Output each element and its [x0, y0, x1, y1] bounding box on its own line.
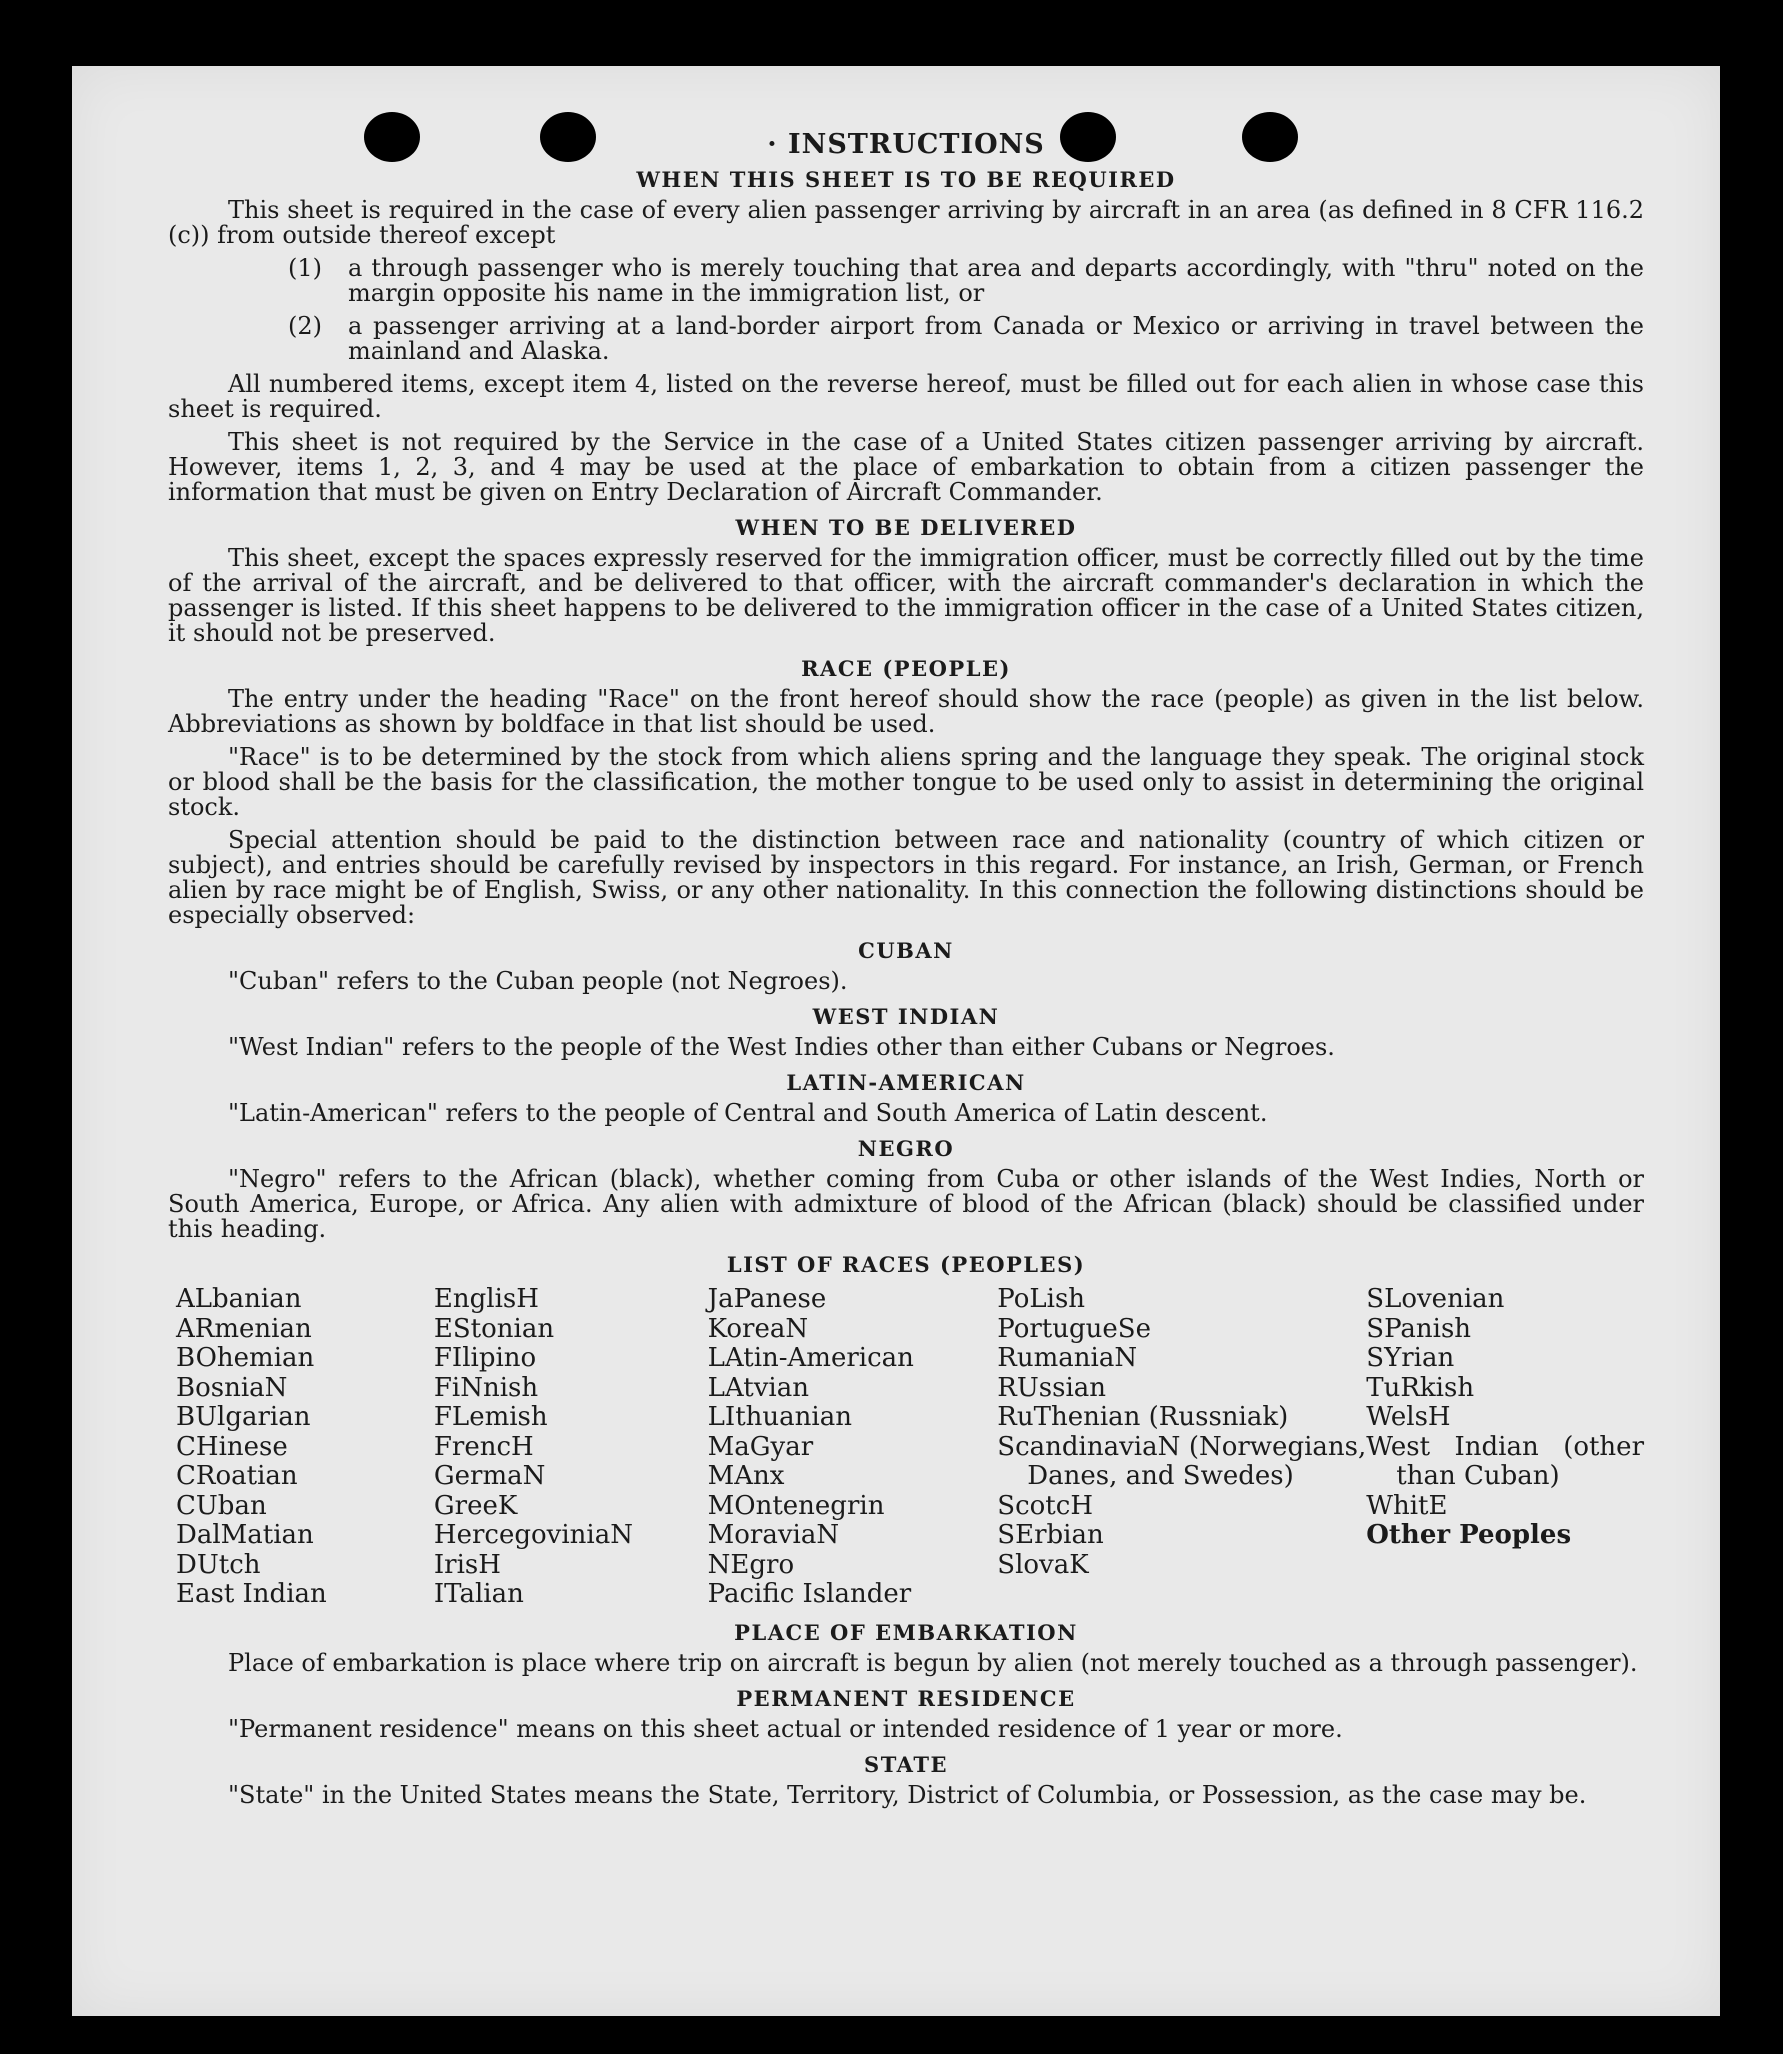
race-item: ALbanian — [176, 1284, 302, 1314]
paragraph: "Negro" refers to the African (black), whether coming from Cuba or other islands of the West Indies, North or South America, Europe, or Africa. Any alien with admixture of blood of the African (black) should be classified under this heading. — [168, 1165, 1644, 1243]
race-item: ScotcH — [997, 1490, 1093, 1521]
race-item: ITalian — [433, 1579, 524, 1609]
item-number: (2) — [288, 312, 322, 340]
race-item: CUban — [176, 1490, 267, 1521]
race-item: Pacific Islander — [707, 1579, 912, 1609]
race-item: FrencH — [433, 1431, 534, 1462]
race-item: MAnx — [707, 1461, 785, 1491]
race-column — [1366, 1285, 1644, 1610]
race-item: East Indian — [176, 1579, 327, 1609]
race-item: BOhemian — [176, 1343, 315, 1373]
section-heading: PERMANENT RESIDENCE — [736, 1685, 1076, 1711]
race-item: BUlgarian — [176, 1402, 311, 1432]
paragraph: This sheet is not required by the Service in the case of a United States citizen passenger arriving by aircraft. However, items 1, 2, 3, and 4 may be used at the place of embarkation to obtain from a citizen passenger the information that must be given on Entry Declaration of Aircraft Commander. — [168, 428, 1644, 506]
section-heading: LIST OF RACES (PEOPLES) — [726, 1252, 1086, 1277]
item-text: a passenger arriving at a land-border airport from Canada or Mexico or arriving in travel between the mainland and Alaska. — [348, 312, 1644, 365]
paragraph: "State" in the United States means the State, Territory, District of Columbia, or Possession, as the case may be. — [228, 1780, 1587, 1809]
race-item: PoLish — [997, 1284, 1086, 1314]
item-number: (1) — [288, 254, 322, 282]
race-item: SlovaK — [997, 1549, 1089, 1580]
section-heading: WHEN THIS SHEET IS TO BE REQUIRED — [636, 167, 1176, 192]
race-column — [434, 1285, 708, 1610]
race-item: MaGyar — [707, 1431, 814, 1462]
section-heading: NEGRO — [857, 1136, 955, 1161]
race-item: HercegoviniaN — [433, 1520, 633, 1550]
race-item: KoreaN — [707, 1313, 809, 1344]
race-item: West Indian (other than Cuban) — [1366, 1431, 1644, 1491]
paragraph: Special attention should be paid to the distinction between race and nationality (country of which citizen or subject), and entries should be carefully revised by inspectors in this regard. For instance, an Irish, German, or French alien by race might be of English, Swiss, or any other nationality. In this connection the following distinctions should be especially observed: — [168, 826, 1644, 929]
paragraph: "Race" is to be determined by the stock from which aliens spring and the language they speak. The original stock or blood shall be the basis for the classification, the mother tongue to be used only to assist in determining the original stock. — [168, 743, 1644, 821]
paragraph: "West Indian" refers to the people of the West Indies other than either Cubans or Negroes. — [228, 1033, 1335, 1061]
race-item: JaPanese — [707, 1284, 827, 1314]
race-item: CRoatian — [176, 1461, 298, 1491]
race-column — [708, 1285, 998, 1610]
paragraph: All numbered items, except item 4, listed on the reverse hereof, must be filled out for each alien in whose case this sheet is required. — [168, 370, 1644, 423]
section-heading: PLACE OF EMBARKATION — [734, 1619, 1078, 1645]
section-heading: WHEN TO BE DELIVERED — [735, 515, 1077, 540]
section-heading: STATE — [864, 1751, 948, 1777]
paragraph: "Permanent residence" means on this sheet actual or intended residence of 1 year or more. — [228, 1714, 1343, 1743]
race-item: GreeK — [433, 1490, 518, 1521]
paragraph: The entry under the heading "Race" on the front hereof should show the race (people) as given in the list below. Abbreviations as shown by boldface in that list should be used. — [168, 685, 1644, 738]
race-item: CHinese — [176, 1431, 288, 1462]
race-item: WhitE — [1366, 1490, 1448, 1521]
race-item: FLemish — [433, 1402, 548, 1432]
section-heading: RACE (PEOPLE) — [801, 656, 1011, 681]
instructions-text — [168, 129, 1644, 1816]
race-item: PortugueSe — [997, 1313, 1151, 1344]
paragraph: Place of embarkation is place where trip on aircraft is begun by alien (not merely touched as a through passenger). — [228, 1648, 1638, 1677]
race-list — [176, 1285, 1644, 1610]
race-item: DalMatian — [176, 1520, 314, 1550]
race-item: RumaniaN — [997, 1343, 1138, 1373]
race-item: WelsH — [1366, 1402, 1451, 1432]
race-item: TuRkish — [1366, 1372, 1475, 1403]
paragraph: This sheet is required in the case of every alien passenger arriving by aircraft in an area (as defined in 8 CFR 116.2 (c)) from outside thereof except — [168, 196, 1644, 249]
race-item: SLovenian — [1366, 1284, 1505, 1314]
race-item: IrisH — [433, 1549, 501, 1580]
race-item: RuThenian (Russniak) — [997, 1402, 1289, 1432]
list-item — [168, 256, 1644, 306]
race-item: FIlipino — [433, 1343, 537, 1373]
race-item: Other Peoples — [1366, 1520, 1572, 1550]
race-item: EnglisH — [433, 1284, 539, 1314]
race-item: SYrian — [1366, 1343, 1455, 1373]
section-heading: CUBAN — [858, 938, 954, 963]
race-item: FiNnish — [433, 1372, 539, 1403]
race-item: MOntenegrin — [707, 1490, 885, 1521]
race-item: LAtin-American — [707, 1343, 914, 1373]
race-item: DUtch — [176, 1549, 261, 1580]
paragraph: "Cuban" refers to the Cuban people (not Negroes). — [228, 967, 848, 995]
race-item: NEgro — [707, 1549, 795, 1580]
list-item — [168, 314, 1644, 364]
race-item: MoraviaN — [707, 1520, 840, 1550]
race-item: ScandinaviaN (Norwegians, Danes, and Swedes) — [997, 1431, 1367, 1491]
paragraph: "Latin-American" refers to the people of Central and South America of Latin descent. — [228, 1099, 1268, 1127]
paragraph: This sheet, except the spaces expressly reserved for the immigration officer, must be correctly filled out by the time of the arrival of the aircraft, and be delivered to that officer, with the aircraft commander's declaration in which the passenger is listed. If this sheet happens to be delivered to the immigration officer in the case of a United States citizen, it should not be preserved. — [168, 544, 1644, 647]
item-text: a through passenger who is merely touching that area and departs accordingly, with "thru" noted on the margin opposite his name in the immigration list, or — [348, 254, 1644, 307]
race-item: ARmenian — [176, 1313, 312, 1344]
section-heading: LATIN-AMERICAN — [786, 1070, 1026, 1095]
race-column — [176, 1285, 434, 1610]
race-item: BosniaN — [176, 1372, 288, 1403]
race-item: EStonian — [433, 1313, 555, 1344]
race-item: SPanish — [1366, 1313, 1472, 1344]
race-item: GermaN — [433, 1461, 546, 1491]
race-item: SErbian — [997, 1520, 1104, 1550]
document-page — [72, 66, 1720, 2016]
race-item: RUssian — [997, 1372, 1107, 1403]
race-item: LAtvian — [707, 1372, 809, 1403]
section-heading: WEST INDIAN — [812, 1004, 1000, 1029]
race-column — [997, 1285, 1366, 1610]
race-item: LIthuanian — [707, 1402, 852, 1432]
page-title: · INSTRUCTIONS — [767, 129, 1045, 160]
